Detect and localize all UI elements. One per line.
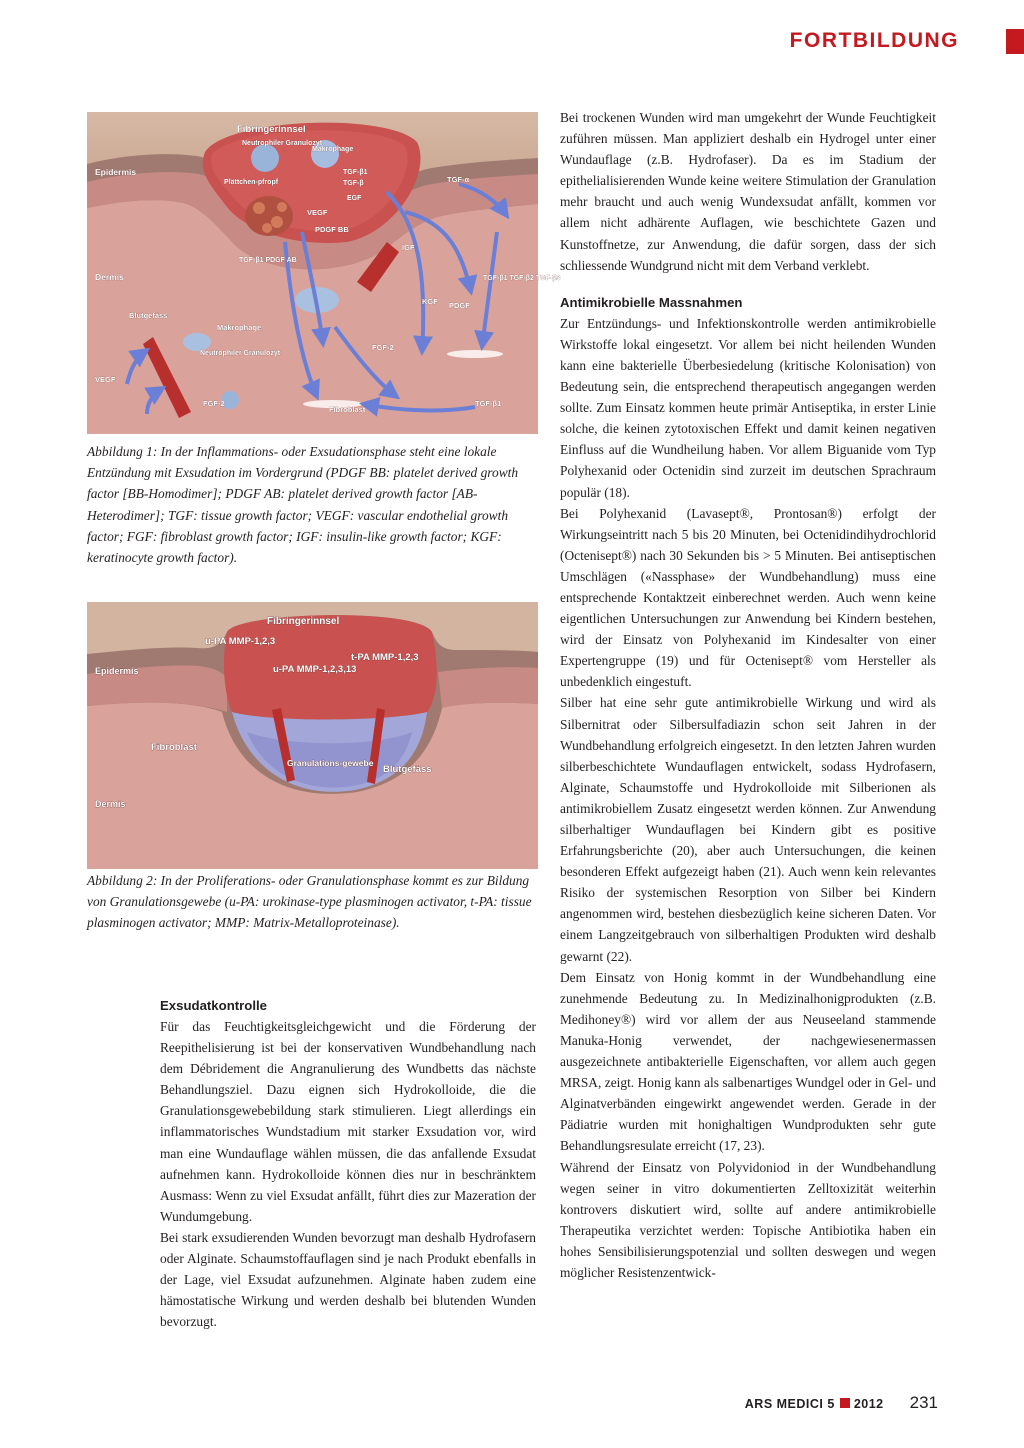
paragraph: Bei Polyhexanid (Lavasept®, Prontosan®) erfolgt der Wirkungseintritt nach 5 bis 20 Minuten, bei Octenidindihydrochlorid (Octenisept®) nach 30 Sekunden bis > 5 Minuten. Bei antiseptischen Umschlägen («Nassphase» der Wundbehandlung) muss eine entsprechende Kontaktzeit einberechnet werden. Auch wenn keine eigentlichen Untersuchungen zur Anwendung bei Kindern bestehen, wird der Einsatz von Polyhexanid im Kindesalter von einer Expertengruppe (19) und für Octenisept® vom Hersteller als unbedenklich eingestuft. — [560, 505, 936, 690]
fig1-label-fibrin: Fibringerinnsel — [237, 124, 306, 135]
fig1-label-tgf-right: TGF-β1 TGF-β2 TGF-β3 — [483, 275, 561, 282]
figure-2-illustration — [87, 602, 538, 869]
paragraph: Während der Einsatz von Polyvidoniod in der Wundbehandlung wegen seiner in vitro dokumentierten Zelltoxizität weiterhin kontrovers diskutiert wird, sollte auf andere antimikrobielle Therapeutika verzichtet werden: Topische Antibiotika haben ein hohes Sensibilisierungspotenzial und sollten deswegen und wegen möglicher Resistenzentwick- — [560, 1159, 936, 1280]
section-heading-exsudat: Exsudatkontrolle — [160, 998, 267, 1013]
section-accent-bar — [1006, 29, 1024, 54]
fig1-label-igf: IGF — [402, 243, 415, 252]
fig2-label-epidermis: Epidermis — [95, 666, 139, 676]
fig1-label-pdgfbb: PDGF BB — [315, 225, 349, 234]
figure-1-illustration — [87, 112, 561, 434]
fig1-label-macrophage-mid: Makrophage — [217, 323, 262, 332]
fig1-label-dermis: Dermis — [95, 272, 124, 282]
fig1-label-tgfb1-bottom: TGF-β1 — [475, 399, 502, 408]
paragraph: Silber hat eine sehr gute antimikrobielle Wirkung und wird als Silbernitrat oder Silbersulfadiazin schon seit Jahren in der Wundbehandlung erfolgreich eingesetzt. In den letzten Jahren wurden silberbeschichtete Wundauflagen entwickelt, sodass Hydrofasern, Alginate, Schaumstoffe und Hydrokolloide mit Silberionen als antimikrobiellem Zusatz eingesetzt werden können. Zur Anwendung silberhaltiger Wundauflagen bei Kindern gibt es positive Erfahrungsberichte (20), aber auch Untersuchungen, die keinen besonderen Effekt aufgezeigt haben (21). Auch wenn kein relevantes Risiko der systemischen Resorption von Silber bei Kindern angenommen wird, bestehen diesbezüglich keine sicheren Daten. Vor einem Langzeitgebrauch von silberhaltigen Produkten wird deshalb gewarnt (22). — [560, 695, 936, 964]
right-column — [560, 107, 936, 1283]
page-header — [790, 27, 1024, 55]
paragraph: Bei stark exsudierenden Wunden bevorzugt man deshalb Hydrofasern oder Alginate. Schaumstoffauflagen sind je nach Produkt ebenfalls in der Lage, viel Exsudat aufzunehmen. Alginate haben zudem eine hämostatische Wirkung und werden deshalb bei blutenden Wunden bevorzugt. — [160, 1229, 536, 1330]
figure-1-caption: Abbildung 1: In der Inflammations- oder Exsudationsphase steht eine lokale Entzündung mit Exsudation im Vordergrund (PDGF BB: platelet derived growth factor [BB-Homodimer]; PDGF AB: platelet derived growth factor [AB-Heterodimer]; TGF: tissue growth factor; VEGF: vascular endothelial growth factor; FGF: fibroblast growth factor; IGF: insulin-like growth factor; KGF: keratinocyte growth factor). — [87, 444, 519, 566]
journal-name: ARS MEDICI 5 — [744, 1397, 835, 1411]
page-footer — [745, 1393, 938, 1413]
fig2-label-upa-center: u-PA MMP-1,2,3,13 — [273, 664, 357, 675]
paragraph: Für das Feuchtigkeitsgleichgewicht und die Förderung der Reepithelisierung ist bei der konservativen Wundbehandlung nach dem Débridement die Angranulierung des Wundbetts das nächste Behandlungsziel. Dazu eignen sich Hydrokolloide, die die Granulationsgewebebildung stark stimulieren. Liegt allerdings ein inflammatorisches Wundstadium mit starker Exsudation vor, wird man eine Wundauflage wählen müssen, die das anfallende Exsudat aufnehmen kann. Hydrokolloide können dies nur in beschränktem Ausmass: Wenn zu viel Exsudat anfällt, führt dies zur Mazeration der Wundumgebung. — [160, 1019, 536, 1224]
fig1-label-vegf-left: VEGF — [95, 375, 116, 384]
page-number: 231 — [909, 1393, 938, 1412]
section-heading-antimikrobiell: Antimikrobielle Massnahmen — [560, 294, 743, 310]
fig1-label-tgfb1-pdgfab: TGF-β1 PDGF AB — [239, 257, 297, 264]
fig1-label-fgf2-left: FGF-2 — [203, 399, 225, 408]
fig1-label-macrophage-top: Makrophage — [312, 146, 354, 153]
fig1-label-tgfb1-top: TGF-β1 — [343, 169, 368, 176]
fig1-label-neutrophil-mid: Neutrophiler Granulozyt — [200, 350, 281, 357]
fig1-label-platelet-plug: Plättchen-pfropf — [224, 179, 279, 186]
paragraph-intro: Bei trockenen Wunden wird man umgekehrt der Wunde Feuchtigkeit zuführen müssen. Man appliziert deshalb ein Hydrogel unter einer Wundauflage (z.B. Hydrofaser). Da es im Stadium der epithelialisierenden Wunde keine weitere Stimulation der Granulation mehr braucht und auch wenig Wundexsudat anfällt, kommen vor allem nicht adhärente Auflagen, wie beschichtete Gazen und Kunstoffnetze, zur Anwendung, die dafür sorgen, dass der sich schliessende Wundgrund nicht mit dem Verband verklebt. — [560, 110, 936, 273]
fig2-label-fibrin: Fibringerinnsel — [267, 616, 340, 627]
fig1-label-kgf: KGF — [422, 297, 438, 306]
fig1-label-epidermis: Epidermis — [95, 167, 137, 177]
fig1-label-neutrophil-top: Neutrophiler Granulozyt — [242, 140, 323, 147]
fig1-label-fgf2-right: FGF-2 — [372, 343, 394, 352]
fig1-label-vegf-center: VEGF — [307, 208, 328, 217]
footer-accent-square — [840, 1398, 850, 1408]
paragraph: Zur Entzündungs- und Infektionskontrolle werden antimikrobielle Wirkstoffe lokal eingesetzt. Vor allem bei nicht heilenden Wunden kann eine bakterielle Überbesiedelung (kritische Kolonisation) von Bedeutung sein, die entsprechend therapeutisch angegangen werden sollte. Zum Einsatz kommen heute primär Antiseptika, in erster Linie solche, die keinen zytotoxischen Effekt und damit keinen negativen Einfluss auf die Wundheilung haben. Vor allem Biguanide vom Typ Polyhexanid oder Octenidin sind zurzeit im deutschen Sprachraum populär (18). — [560, 315, 936, 500]
fig1-label-blutgefaess: Blutgefäss — [129, 311, 168, 320]
fig2-label-tpa-right: t-PA MMP-1,2,3 — [351, 652, 419, 663]
fig2-label-fibroblast: Fibroblast — [151, 742, 197, 753]
fig2-label-blutgefaess: Blutgefäss — [383, 764, 432, 775]
fig2-label-granulation: Granulations-gewebe — [287, 758, 374, 768]
fig1-label-fibroblast: Fibroblast — [329, 405, 366, 414]
fig1-label-tgfb-top: TGF-β — [343, 180, 364, 187]
paragraph: Dem Einsatz von Honig kommt in der Wundbehandlung eine zunehmende Bedeutung zu. In Medizinalhonigprodukten (z.B. Medihoney®) wird vor allem der aus Neuseeland stammende Manuka-Honig verwendet, der nachgewiesenermassen ausgezeichnete antibakterielle Eigenschaften, vor allem auch gegen MRSA, zeigt. Honig kann als salbenartiges Wundgel oder in Gel- und Alginatverbänden eingewirkt angewendet werden. Gerade in der Pädiatrie wurden mit honighaltigen Wundprodukten sehr gute Behandlungsresulate erreicht (17, 23). — [560, 969, 936, 1154]
journal-year: 2012 — [853, 1397, 884, 1411]
fig2-label-dermis: Dermis — [95, 799, 126, 809]
fig2-label-upa-mmp-left: u-PA MMP-1,2,3 — [205, 636, 276, 647]
fig1-label-pdgf: PDGF — [449, 301, 470, 310]
fig1-label-tgfa: TGF-α — [447, 175, 470, 184]
fig1-label-egf: EGF — [347, 195, 362, 202]
figure-2-caption: Abbildung 2: In der Proliferations- oder Granulationsphase kommt es zur Bildung von Granulationsgewebe (u-PA: urokinase-type plasminogen activator, t-PA: tissue plasminogen activator; MMP: Matrix-Metalloproteinase). — [87, 873, 532, 931]
left-column — [160, 995, 536, 1332]
section-label: FORTBILDUNG — [789, 29, 959, 52]
